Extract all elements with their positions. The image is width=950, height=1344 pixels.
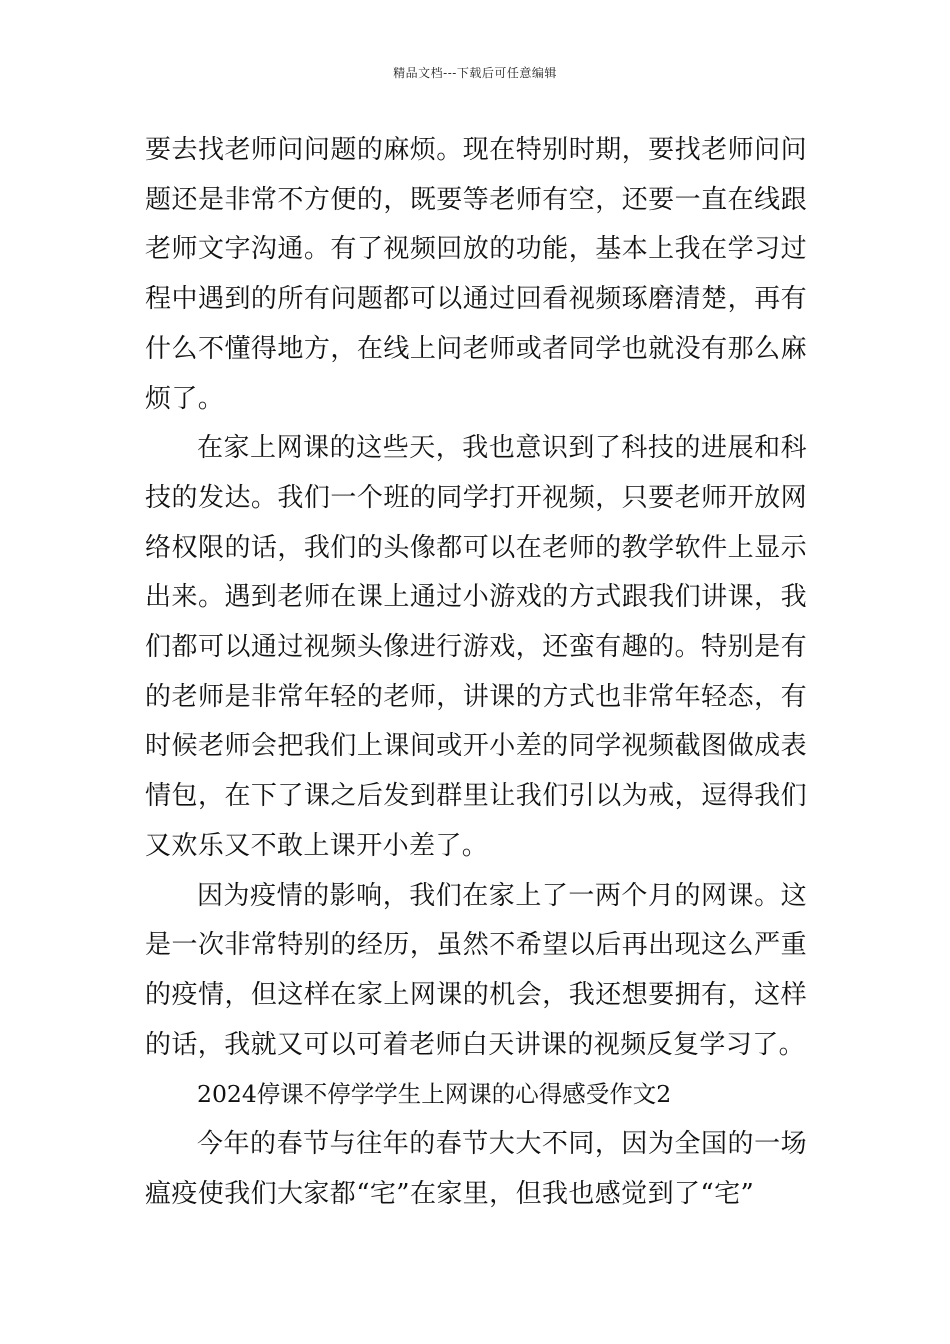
paragraph: 因为疫情的影响，我们在家上了一两个月的网课。这是一次非常特别的经历，虽然不希望以后再出现这么严重的疫情，但这样在家上网课的机会，我还想要拥有，这样的话，我就又可以可着老师白天讲课的视频反复学习了。 <box>145 880 807 1060</box>
paragraph: 今年的春节与往年的春节大大不同，因为全国的一场瘟疫使我们大家都“宅”在家里，但我也感觉到了“宅” <box>145 1129 807 1209</box>
section-heading: 2024停课不停学学生上网课的心得感受作文2 <box>197 1080 672 1109</box>
page-header: 精品文档---下载后可任意编辑 <box>393 66 557 80</box>
paragraph: 要去找老师问问题的麻烦。现在特别时期，要找老师问问题还是非常不方便的，既要等老师有空，还要一直在线跟老师文字沟通。有了视频回放的功能，基本上我在学习过程中遇到的所有问题都可以通过回看视频琢磨清楚，再有什么不懂得地方，在线上问老师或者同学也就没有那么麻烦了。 <box>145 135 807 414</box>
document-body <box>145 126 807 1219</box>
paragraph: 在家上网课的这些天，我也意识到了科技的进展和科技的发达。我们一个班的同学打开视频，只要老师开放网络权限的话，我们的头像都可以在老师的教学软件上显示出来。遇到老师在课上通过小游戏的方式跟我们讲课，我们都可以通过视频头像进行游戏，还蛮有趣的。特别是有的老师是非常年轻的老师，讲课的方式也非常年轻态，有时候老师会把我们上课间或开小差的同学视频截图做成表情包，在下了课之后发到群里让我们引以为戒，逗得我们又欢乐又不敢上课开小差了。 <box>145 433 807 861</box>
